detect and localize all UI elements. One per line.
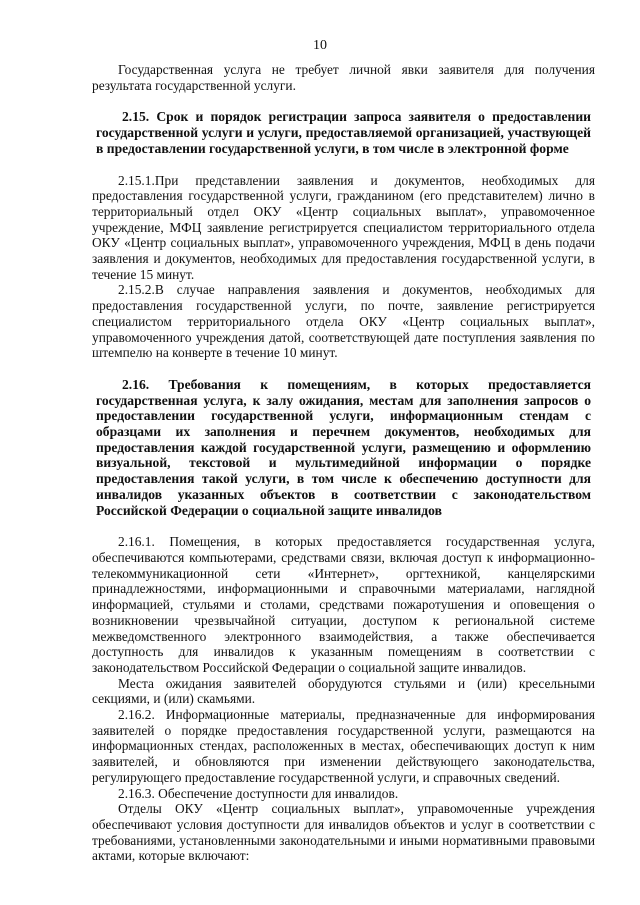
block-spacer (92, 518, 595, 534)
section-heading: 2.16. Требования к помещениям, в которых предоставляется государственная услуга, к залу ожидания, местам для заполнения запросов о предоставлении государственной услуги, информационным стендам с образцами их заполнения и перечнем документов, необходимых для предоставления каждой государственной услуги, размещению и оформлению визуальной, текстовой и мультимедийной информации о порядке предоставления такой услуги, в том числе к обеспечению доступности для инвалидов указанных объектов в соответствии с законодательством Российской Федерации о социальной защите инвалидов (96, 376, 591, 518)
paragraph: 2.16.2. Информационные материалы, предназначенные для информирования заявителей о порядке предоставления государственной услуги, размещаются на информационных стендах, расположенных в местах, обеспечивающих доступ к ним заявителей, и обновляются при изменении действующего законодательства, регулирующего предоставление государственной услуги, и справочных сведений. (92, 707, 595, 785)
paragraph: 2.15.1.При представлении заявления и документов, необходимых для предоставления государственной услуги, гражданином (его представителем) лично в территориальный отдел ОКУ «Центр социальных выплат», управомоченное учреждение, МФЦ заявление регистрируется специалистом территориального отдела ОКУ «Центр социальных выплат», управомоченного учреждения, МФЦ в день подачи заявления и документов, необходимых для предоставления государственной услуги, в течение 15 минут. (92, 172, 595, 282)
block-spacer (92, 157, 595, 173)
page-number: 10 (313, 38, 327, 53)
block-spacer (92, 361, 595, 377)
paragraph: 2.16.1. Помещения, в которых предоставляется государственная услуга, обеспечиваются компьютерами, средствами связи, включая доступ к информационно-телекоммуникационной сети «Интернет», оргтехникой, канцелярскими принадлежностями, информационными и справочными материалами, наглядной информацией, стульями и столами, средствами пожаротушения и оповещения о возникновении чрезвычайной ситуации, доступом к региональной системе межведомственного электронного взаимодействия, а также обеспечивается доступность для инвалидов к указанным помещениям в соответствии с законодательством Российской Федерации о социальной защите инвалидов. (92, 534, 595, 675)
paragraph: Места ожидания заявителей оборудуются стульями и (или) кресельными секциями, и (или) скамьями. (92, 675, 595, 707)
paragraph: Отделы ОКУ «Центр социальных выплат», управомоченные учреждения обеспечивают условия доступности для инвалидов объектов и услуг в соответствии с требованиями, установленными законодательными и иными нормативными правовыми актами, которые включают: (92, 801, 595, 864)
paragraph: 2.15.2.В случае направления заявления и документов, необходимых для предоставления государственной услуги, по почте, заявление регистрируется специалистом территориального отдела ОКУ «Центр социальных выплат», управомоченного учреждения датой, соответствующей дате поступления заявления по штемпелю на конверте в течение 10 минут. (92, 282, 595, 361)
block-spacer (92, 93, 595, 109)
section-heading: 2.15. Срок и порядок регистрации запроса заявителя о предоставлении государственной услуги и услуги, предоставляемой организацией, участвующей в предоставлении государственной услуги, в том числе в электронной форме (96, 109, 591, 156)
paragraph: Государственная услуга не требует личной явки заявителя для получения результата государственной услуги. (92, 62, 595, 93)
document-body (92, 62, 595, 864)
paragraph: 2.16.3. Обеспечение доступности для инвалидов. (118, 785, 399, 801)
